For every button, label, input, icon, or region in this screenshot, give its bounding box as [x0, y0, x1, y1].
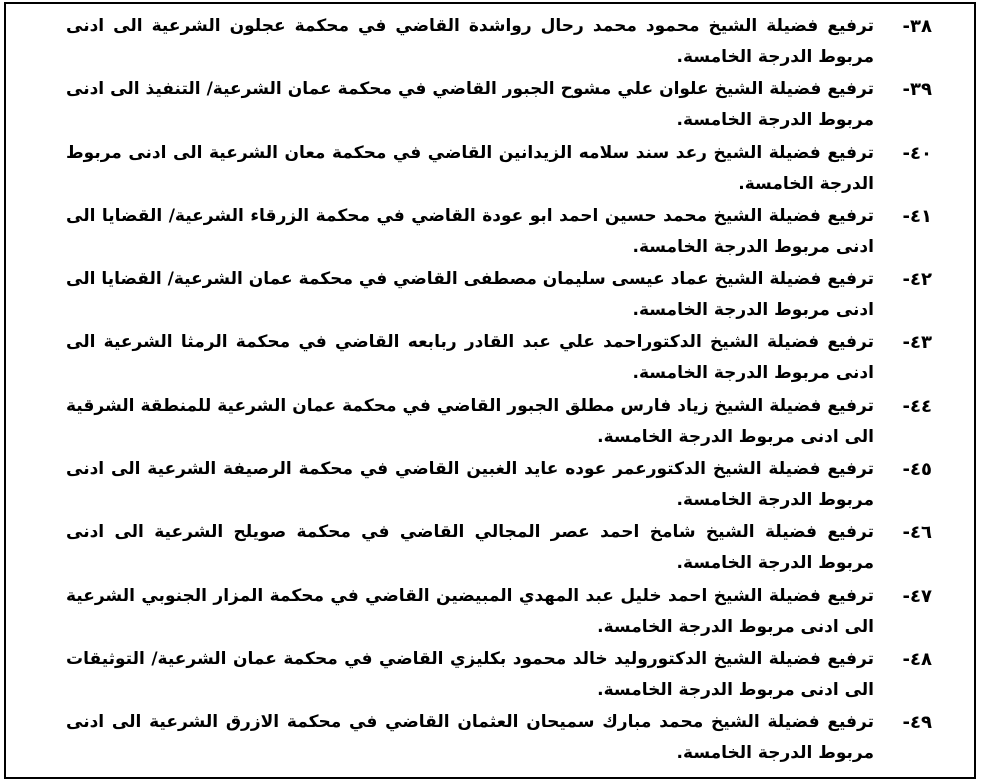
item-number: ٣٩- — [902, 79, 932, 101]
item-text: ترفيع فضيلة الشيخ عماد عيسى سليمان مصطفى القاضي في محكمة عمان الشرعية/ القضايا الى ادنى مربوط الدرجة الخامسة. — [66, 269, 874, 321]
item-text: ترفيع فضيلة الشيخ محمود محمد رحال رواشدة القاضي في محكمة عجلون الشرعية الى ادنى مربوط الدرجة الخامسة. — [66, 16, 874, 67]
item-text: ترفيع فضيلة الشيخ شامخ احمد عصر المجالي القاضي في محكمة صويلح الشرعية الى ادنى مربوط الدرجة الخامسة. — [66, 522, 874, 574]
item-text: ترفيع فضيلة الشيخ الدكتورعمر عوده عايد الغبين القاضي في محكمة الرصيفة الشرعية الى ادنى مربوط الدرجة الخامسة. — [66, 459, 874, 511]
promotion-list — [66, 11, 932, 771]
item-text: ترفيع فضيلة الشيخ رعد سند سلامه الزيدانين القاضي في محكمة معان الشرعية الى ادنى مربوط الدرجة الخامسة. — [66, 142, 874, 194]
item-text: ترفيع فضيلة الشيخ زياد فارس مطلق الجبور القاضي في محكمة عمان الشرعية للمنطقة الشرقية الى ادنى مربوط الدرجة الخامسة. — [66, 395, 874, 447]
document-page — [4, 2, 976, 779]
list-item — [66, 138, 932, 201]
list-item — [66, 264, 932, 327]
item-text: ترفيع فضيلة الشيخ علوان علي مشوح الجبور القاضي في محكمة عمان الشرعية/ التنفيذ الى ادنى مربوط الدرجة الخامسة. — [66, 79, 874, 131]
list-item — [66, 707, 932, 770]
list-item — [66, 454, 932, 517]
item-number: ٤٢- — [902, 269, 932, 291]
list-item — [66, 11, 932, 74]
item-number: ٤٦- — [902, 522, 932, 544]
item-number: ٤٥- — [902, 459, 932, 481]
item-number: ٣٨- — [902, 16, 932, 37]
item-number: ٤٨- — [902, 648, 932, 670]
item-text: ترفيع فضيلة الشيخ محمد حسين احمد ابو عودة القاضي في محكمة الزرقاء الشرعية/ القضايا الى ادنى مربوط الدرجة الخامسة. — [66, 205, 874, 257]
list-item — [66, 517, 932, 580]
item-text: ترفيع فضيلة الشيخ محمد مبارك سميحان العثمان القاضي في محكمة الازرق الشرعية الى ادنى مربوط الدرجة الخامسة. — [66, 712, 874, 764]
list-item — [66, 327, 932, 390]
item-text: ترفيع فضيلة الشيخ الدكتوراحمد علي عبد القادر ربابعه القاضي في محكمة الرمثا الشرعية الى ادنى مربوط الدرجة الخامسة. — [66, 332, 874, 384]
item-number: ٤٣- — [902, 332, 932, 354]
item-number: ٤٠- — [902, 142, 932, 164]
item-number: ٤٤- — [902, 395, 932, 417]
list-item — [66, 74, 932, 137]
item-number: ٤١- — [902, 205, 932, 227]
list-item — [66, 644, 932, 707]
item-text: ترفيع فضيلة الشيخ الدكتوروليد خالد محمود بكليزي القاضي في محكمة عمان الشرعية/ التوثيقات الى ادنى مربوط الدرجة الخامسة. — [66, 648, 874, 700]
list-item — [66, 201, 932, 264]
list-item — [66, 391, 932, 454]
item-text: ترفيع فضيلة الشيخ احمد خليل عبد المهدي المبيضين القاضي في محكمة المزار الجنوبي الشرعية الى ادنى مربوط الدرجة الخامسة. — [66, 585, 874, 637]
list-item — [66, 581, 932, 644]
item-number: ٤٩- — [902, 712, 932, 734]
item-number: ٤٧- — [902, 585, 932, 607]
